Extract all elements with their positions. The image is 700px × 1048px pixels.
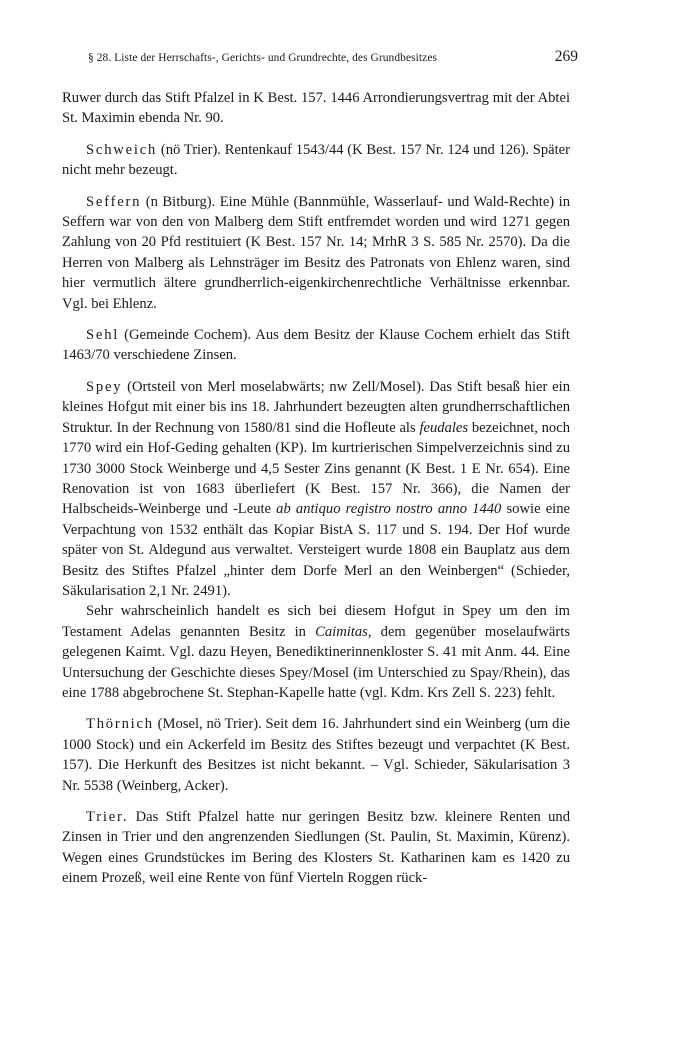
entry-text: sowie eine Verpachtung von 1532 enthält das Kopiar BistA S. 117 und S. 194. Der Hof wurde später von St. Aldegund aus verwaltet. Versteigert wurde 1808 ein Bauplatz aus dem Besitz des Stiftes Pfalzel „hinter dem Dorfe Merl an den Weinbergen“ (Schieder, Säkularisation 2,1 Nr. 2491).: [62, 501, 571, 599]
paragraph-text: , dem gegenüber moselaufwärts gelegenen Kaimt. Vgl. dazu Heyen, Benediktinerinnenkloster S. 41 mit Anm. 44. Eine Untersuchung der Geschichte dieses Spey/Mosel (im Unterschied zu Spay/Rhein), das eine 1788 abgebrochene St. Stephan-Kapelle hatte (vgl. Kdm. Krs Zell S. 223) fehlt.: [62, 623, 570, 701]
entry-keyword: Thörnich: [86, 716, 154, 733]
paragraph-ruwer: [62, 88, 570, 129]
entry-text: Das Stift Pfalzel hatte nur geringen Besitz bzw. kleinere Renten und Zinsen in Trier und den angrenzenden Siedlungen (St. Paulin, St. Maximin, Kürenz). Wegen eines Grundstückes im Bering des Klosters St. Katharinen kam es 1420 zu einem Prozeß, weil eine Rente von fünf Vierteln Roggen rück-: [62, 809, 570, 887]
paragraph-text: Sehr wahrscheinlich handelt es sich bei diesem Hofgut in Spey um den im Testament Adelas genannten Besitz in: [62, 603, 570, 640]
entry-italic: Caimitas: [315, 623, 368, 640]
running-head: § 28. Liste der Herrschafts-, Gerichts- und Grundrechte, des Grundbesitzes: [88, 52, 438, 64]
entry-seffern: [62, 192, 570, 314]
entry-text: bezeichnet, noch 1770 wird ein Hof-Geding gehalten (KP). Im kurtrierischen Simpelverzeichnis sind zu 1730 3000 Stock Weinberge und 4,5 Sester Zins genannt (K Best. 1 E Nr. 654). Eine Renovation ist von 1683 überliefert (K Best. 157 Nr. 366), die Namen der Halbscheids-Weinberge und -Leute: [62, 419, 571, 518]
body-text: [62, 88, 570, 900]
entry-italic: ab antiquo registro nostro anno 1440: [276, 501, 502, 518]
entry-keyword: Spey: [86, 378, 123, 395]
entry-text: (n Bitburg). Eine Mühle (Bannmühle, Wasserlauf- und Wald-Rechte) in Seffern war von den von Malberg dem Stift entfremdet worden und wird 1271 gegen Zahlung von 20 Pfd restituiert (K Best. 157 Nr. 14; MrhR 3 S. 585 Nr. 2570). Da die Herren von Malberg als Lehnsträger im Besitz des Patronats von Ehlenz waren, sind hier vermutlich ältere grundherrlich-eigenkirchenrechtliche Verhältnisse erkennbar. Vgl. bei Ehlenz.: [62, 193, 570, 312]
entry-keyword: Trier.: [86, 809, 129, 825]
paragraph-text: Ruwer durch das Stift Pfalzel in K Best. 157. 1446 Arrondierungsvertrag mit der Abtei St. Maximin ebenda Nr. 90.: [62, 90, 570, 127]
entry-thoernich: [62, 714, 570, 796]
page-number: 269: [554, 48, 578, 65]
paragraph-spey-continued: [62, 601, 570, 703]
entry-schweich: [62, 140, 570, 181]
entry-text: (Mosel, nö Trier). Seit dem 16. Jahrhundert sind ein Weinberg (um die 1000 Stock) und ein Ackerfeld im Besitz des Stiftes bezeugt und verpachtet (K Best. 157). Die Herkunft des Besitzes ist nicht bekannt. – Vgl. Schieder, Säkularisation 3 Nr. 5538 (Weinberg, Acker).: [62, 716, 570, 794]
entry-keyword: Seffern: [86, 193, 142, 210]
entry-text: (Gemeinde Cochem). Aus dem Besitz der Klause Cochem erhielt das Stift 1463/70 verschiedene Zinsen.: [62, 327, 570, 364]
entry-spey: [62, 377, 570, 601]
entry-trier: [62, 807, 570, 889]
entry-text: (Ortsteil von Merl moselabwärts; nw Zell/Mosel). Das Stift besaß hier ein kleines Hofgut mit einer bis ins 18. Jahrhundert bezeugten alten grundherrschaftlichen Struktur. In der Rechnung von 1580/81 sind die Hofleute als: [62, 378, 570, 436]
entry-keyword: Sehl: [86, 327, 120, 344]
entry-italic: feudales: [419, 419, 469, 436]
entry-keyword: Schweich: [86, 141, 158, 158]
entry-text: (nö Trier). Rentenkauf 1543/44 (K Best. 157 Nr. 124 und 126). Später nicht mehr bezeugt.: [62, 141, 570, 179]
entry-sehl: [62, 325, 570, 366]
